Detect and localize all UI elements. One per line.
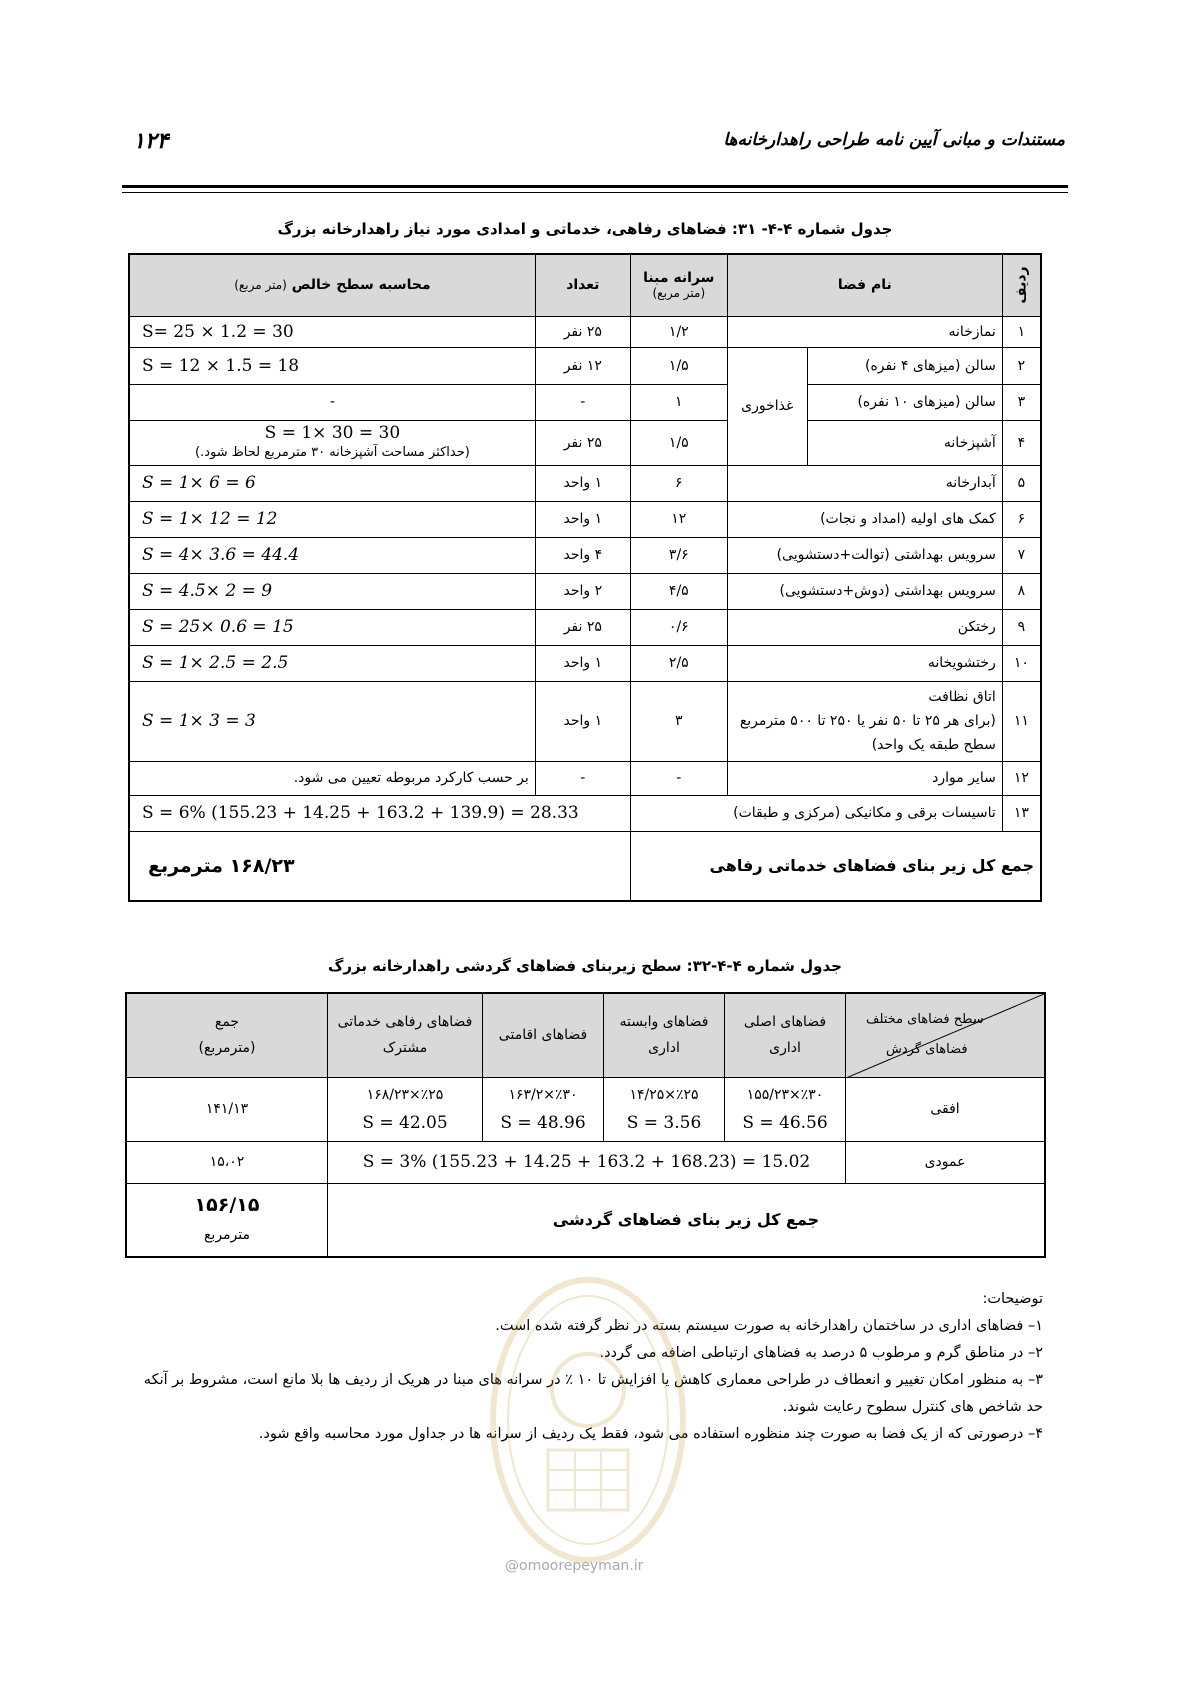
- horizontal-row: [126, 1077, 1045, 1141]
- space-calc: S = 1× 12 = 12: [129, 501, 535, 537]
- space-name: نمازخانه: [727, 316, 1002, 347]
- space-name: سرویس بهداشتی (دوش+دستشویی): [727, 573, 1002, 609]
- note-3: ۳– به منظور امکان تغییر و انعطاف در طراحی معماری کاهش یا افزایش تا ۱۰ ٪ در سرانه های مبنا در هریک از ردیف ها بلا مانع است، مشروط بر آنکه حد شاخص های کنترل سطوح رعایت شوند.: [143, 1372, 1043, 1415]
- space-rate: -: [630, 761, 727, 795]
- row-number: ۷: [1002, 537, 1041, 573]
- space-count: ۱۲ نفر: [535, 347, 630, 384]
- horizontal-residential: ٪۳۰×۱۶۳/۲ S = 48.96: [483, 1077, 604, 1141]
- horizontal-label: افقی: [846, 1077, 1046, 1141]
- space-rate: ۱/۲: [630, 316, 727, 347]
- space-rate: ۴/۵: [630, 573, 727, 609]
- space-count: ۱ واحد: [535, 681, 630, 761]
- row-number: ۲: [1002, 347, 1041, 384]
- corner-diagonal: [846, 994, 1044, 1078]
- vertical-sum: ۱۵،۰۲: [126, 1141, 328, 1183]
- space-rate: ۱/۵: [630, 420, 727, 465]
- space-rate: ۱/۵: [630, 347, 727, 384]
- notes-title: توضیحات:: [982, 1291, 1043, 1307]
- table1-caption: جدول شماره ۴-۴- ۳۱: فضاهای رفاهی، خدماتی و امدادی مورد نیاز راهدارخانه بزرگ: [277, 220, 893, 238]
- calc-note: (حداکثر مساحت آشپزخانه ۳۰ مترمربع لحاظ شود.): [195, 444, 470, 460]
- note-1: ۱– فضاهای اداری در ساختمان راهدارخانه به صورت سیستم بسته در نظر گرفته شده است.: [495, 1318, 1043, 1334]
- total-label: جمع کل زیر بنای فضاهای گردشی: [328, 1183, 1046, 1257]
- space-count: -: [535, 384, 630, 420]
- row-4: [129, 420, 1041, 465]
- header-rate: سرانه مبنا (متر مربع): [630, 254, 727, 316]
- space-name: رختشویخانه: [727, 645, 1002, 681]
- row-number: ۱۳: [1002, 795, 1041, 831]
- note-4: ۴– درصورتی که از یک فضا به صورت چند منظوره استفاده می شود، فقط یک ردیف از سرانه ها در جداول مورد محاسبه واقع شود.: [258, 1426, 1043, 1442]
- circulation-spaces-table: [125, 992, 1046, 1258]
- row-number: ۹: [1002, 609, 1041, 645]
- row-6: [129, 501, 1041, 537]
- header-count: تعداد: [535, 254, 630, 316]
- header-rule: [122, 185, 1068, 188]
- space-name: سالن (میزهای ۴ نفره): [807, 347, 1002, 384]
- header-calc: محاسبه سطح خالص (متر مربع): [129, 254, 535, 316]
- space-count: ۴ واحد: [535, 537, 630, 573]
- row-8: [129, 573, 1041, 609]
- col-sum: جمع (مترمربع): [126, 993, 328, 1077]
- table2-caption: جدول شماره ۴-۴-۳۲: سطح زیربنای فضاهای گردشی راهدارخانه بزرگ: [328, 957, 842, 975]
- row-2: [129, 347, 1041, 384]
- row-7: [129, 537, 1041, 573]
- horizontal-welfare: ٪۲۵×۱۶۸/۲۳ S = 42.05: [328, 1077, 483, 1141]
- space-count: ۲۵ نفر: [535, 609, 630, 645]
- space-name-line3: سطح طبقه یک واحد): [871, 737, 996, 753]
- space-name: تاسیسات برقی و مکانیکی (مرکزی و طبقات): [630, 795, 1002, 831]
- space-name-line1: اتاق نظافت: [928, 689, 996, 705]
- row-number: ۱۰: [1002, 645, 1041, 681]
- row-number: ۱۲: [1002, 761, 1041, 795]
- space-calc: S = 1× 2.5 = 2.5: [129, 645, 535, 681]
- running-head: مستندات و مبانی آیین نامه طراحی راهدارخانه‌ها: [723, 130, 1065, 150]
- page-header: [133, 128, 1065, 162]
- watermark-seal-icon: [488, 1270, 688, 1570]
- space-rate: ۳: [630, 681, 727, 761]
- col-dependent: فضاهای وابسته اداری: [604, 993, 725, 1077]
- col-main: فضاهای اصلی اداری: [725, 993, 846, 1077]
- row-number: ۵: [1002, 465, 1041, 501]
- row-10: [129, 645, 1041, 681]
- total-label: جمع کل زیر بنای فضاهای خدماتی رفاهی: [630, 831, 1041, 901]
- space-rate: ۰/۶: [630, 609, 727, 645]
- row-12: [129, 761, 1041, 795]
- space-name: کمک های اولیه (امداد و نجات): [727, 501, 1002, 537]
- space-name-line2: (برای هر ۲۵ تا ۵۰ نفر یا ۲۵۰ تا ۵۰۰ مترمربع: [739, 713, 996, 729]
- space-rate: ۳/۶: [630, 537, 727, 573]
- space-count: ۱ واحد: [535, 645, 630, 681]
- col-welfare: فضاهای رفاهی خدماتی مشترک: [328, 993, 483, 1077]
- corner-header: سطح فضاهای مختلف فضاهای گردش: [846, 993, 1046, 1077]
- table1-header-row: [129, 254, 1041, 316]
- space-count: -: [535, 761, 630, 795]
- row-number: ۳: [1002, 384, 1041, 420]
- space-count: ۲ واحد: [535, 573, 630, 609]
- header-space-name: نام فضا: [727, 254, 1002, 316]
- space-rate: ۶: [630, 465, 727, 501]
- space-rate: ۲/۵: [630, 645, 727, 681]
- space-calc: S= 25 × 1.2 = 30: [129, 316, 535, 347]
- table2-total-row: [126, 1183, 1045, 1257]
- vertical-formula: S = 3% (155.23 + 14.25 + 163.2 + 168.23) = 15.02: [328, 1141, 846, 1183]
- space-rate: ۱۲: [630, 501, 727, 537]
- space-rate: ۱: [630, 384, 727, 420]
- welfare-spaces-table: [128, 253, 1042, 902]
- space-name: سرویس بهداشتی (توالت+دستشویی): [727, 537, 1002, 573]
- space-calc: S = 25× 0.6 = 15: [129, 609, 535, 645]
- header-rule-thin: [122, 192, 1068, 193]
- row-9: [129, 609, 1041, 645]
- space-calc: S = 12 × 1.5 = 18: [129, 347, 535, 384]
- row-13: [129, 795, 1041, 831]
- vertical-label: عمودی: [846, 1141, 1046, 1183]
- row-11: [129, 681, 1041, 761]
- row-number: ۶: [1002, 501, 1041, 537]
- space-calc: -: [129, 384, 535, 420]
- space-name: [727, 681, 1002, 761]
- space-count: ۲۵ نفر: [535, 316, 630, 347]
- calc-formula: S = 1× 30 = 30: [264, 422, 401, 443]
- space-count: ۲۵ نفر: [535, 420, 630, 465]
- space-calc: S = 4× 3.6 = 44.4: [129, 537, 535, 573]
- row-number: ۴: [1002, 420, 1041, 465]
- space-name: آبدارخانه: [727, 465, 1002, 501]
- row-number: ۱۱: [1002, 681, 1041, 761]
- space-name: آشپزخانه: [807, 420, 1002, 465]
- vertical-row: [126, 1141, 1045, 1183]
- page-number: ۱۲۴: [133, 128, 169, 154]
- total-value: ۱۶۸/۲۳ مترمربع: [129, 831, 630, 901]
- space-count: ۱ واحد: [535, 465, 630, 501]
- note-2: ۲– در مناطق گرم و مرطوب ۵ درصد به فضاهای ارتباطی اضافه می گردد.: [599, 1345, 1043, 1361]
- row-3: [129, 384, 1041, 420]
- space-name: سایر موارد: [727, 761, 1002, 795]
- header-row-number: ردیف: [1002, 254, 1041, 316]
- table2-header-row: [126, 993, 1045, 1077]
- total-value: ۱۵۶/۱۵ مترمربع: [126, 1183, 328, 1257]
- horizontal-sum: ۱۴۱/۱۳: [126, 1077, 328, 1141]
- horizontal-dependent: ٪۲۵×۱۴/۲۵ S = 3.56: [604, 1077, 725, 1141]
- space-calc: S = 4.5× 2 = 9: [129, 573, 535, 609]
- space-calc: بر حسب کارکرد مربوطه تعیین می شود.: [129, 761, 535, 795]
- space-calc: [129, 420, 535, 465]
- table1-total-row: [129, 831, 1041, 901]
- space-name: رختکن: [727, 609, 1002, 645]
- space-calc: S = 1× 3 = 3: [129, 681, 535, 761]
- space-calc: S = 6% (155.23 + 14.25 + 163.2 + 139.9) = 28.33: [129, 795, 630, 831]
- watermark-text: @omoorepeyman.ir: [505, 1558, 644, 1574]
- row-number: ۸: [1002, 573, 1041, 609]
- space-calc: S = 1× 6 = 6: [129, 465, 535, 501]
- row-number: ۱: [1002, 316, 1041, 347]
- col-residential: فضاهای اقامتی: [483, 993, 604, 1077]
- row-1: [129, 316, 1041, 347]
- horizontal-main: ٪۳۰×۱۵۵/۲۳ S = 46.56: [725, 1077, 846, 1141]
- space-count: ۱ واحد: [535, 501, 630, 537]
- dining-group-label: غذاخوری: [727, 347, 807, 465]
- row-5: [129, 465, 1041, 501]
- space-name: سالن (میزهای ۱۰ نفره): [807, 384, 1002, 420]
